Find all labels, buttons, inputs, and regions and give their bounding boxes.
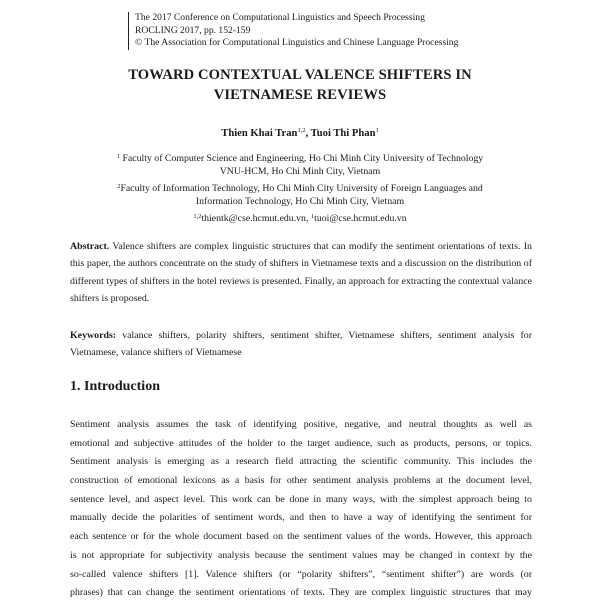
paper-title xyxy=(60,65,540,105)
email-separator: , xyxy=(305,213,311,224)
intro-line: each sentence or for the whole document based on the sentiment values of the words. However, this approach xyxy=(70,531,532,543)
keywords xyxy=(70,327,532,362)
conference-header xyxy=(128,12,535,50)
author-1-affiliation-marker: 1,2 xyxy=(297,127,306,134)
affiliation-1-text: Faculty of Computer Science and Engineering, Ho Chi Minh City University of Technology xyxy=(120,153,484,164)
keywords-text: valance shifters, polarity shifters, sentiment shifter, Vietnamese shifters, sentiment analysis for Vietnamese, valance shifters of Vietnamese xyxy=(70,330,532,359)
email-1-marker: 1,2 xyxy=(193,213,202,220)
intro-line: is not appropriate for subjectivity analysis because the sentiment values may be changed in context by the xyxy=(70,549,532,561)
affiliation-1 xyxy=(40,150,560,178)
author-separator: , xyxy=(305,128,311,139)
title-line-1: TOWARD CONTEXTUAL VALENCE SHIFTERS IN xyxy=(128,67,472,83)
intro-line: Sentiment analysis assumes the task of identifying positive, negative, and neutral thoughts as well as xyxy=(70,419,532,430)
section-heading-introduction: 1. Introduction xyxy=(70,379,160,394)
affiliation-2-text: Faculty of Information Technology, Ho Chi Minh City University of Foreign Languages and xyxy=(120,183,483,194)
intro-line: so-called valence shifters [1]. Valence shifters (or “polarity shifters”, “sentiment shifter”) are words (or xyxy=(70,568,532,580)
affiliation-2 xyxy=(40,180,560,208)
email-2[interactable]: tuoi@cse.hcmut.edu.vn xyxy=(314,213,407,224)
affiliation-1-line-1 xyxy=(40,150,560,165)
email-2-marker: 1 xyxy=(310,213,315,220)
email-1[interactable]: thientk@cse.hcmut.edu.vn xyxy=(201,213,306,224)
intro-line: emotional and subjective attitudes of the holder to the target audience, such as products, persons, or topics. xyxy=(70,437,532,449)
proceedings-pages: ROCLING 2017, pp. 152-159 xyxy=(135,24,251,36)
conference-name: The 2017 Conference on Computational Linguistics and Speech Processing xyxy=(135,12,425,23)
keywords-label: Keywords: xyxy=(70,330,117,341)
author-emails xyxy=(40,210,560,225)
abstract xyxy=(70,238,532,308)
abstract-label: Abstract. xyxy=(70,241,110,252)
intro-line: phrases) that can change the sentiment orientations of texts. They are complex linguistic structures that may xyxy=(70,587,532,599)
author-2-name: Tuoi Thi Phan xyxy=(310,128,376,139)
intro-line: construction of emotional lexicons as a basis for other sentiment analysis problems at the document level, xyxy=(70,475,532,487)
author-1-name: Thien Khai Tran xyxy=(221,128,298,139)
intro-line: Sentiment analysis is emerging as a research field attracting the scientific community. This includes the xyxy=(70,456,532,468)
author-list xyxy=(60,127,540,139)
abstract-text: Valence shifters are complex linguistic structures that can modify the sentiment orientations of texts. In this paper, the authors concentrate on the study of shifters in Vietnamese texts and a discussion on the distribution of different types of shifters in the hotel reviews is presented. Finally, an approach for extracting the contextual valance shifters is proposed. xyxy=(70,241,532,305)
email-line xyxy=(40,210,560,225)
copyright-notice: © The Association for Computational Linguistics and Chinese Language Processing xyxy=(135,37,459,49)
introduction-body xyxy=(70,416,532,600)
affiliation-1-marker: 1 xyxy=(116,153,121,160)
author-2-affiliation-marker: 1 xyxy=(375,127,379,134)
affiliation-2-line-2: Information Technology, Ho Chi Minh City, Vietnam xyxy=(195,196,405,208)
intro-line: sentence level, and aspect level. This work can be done in many ways, with the simplest approach being to xyxy=(70,493,532,505)
affiliation-2-line-1 xyxy=(40,180,560,195)
title-line-2: VIETNAMESE REVIEWS xyxy=(213,87,387,103)
affiliation-1-line-2: VNU-HCM, Ho Chi Minh City, Vietnam xyxy=(219,166,381,178)
affiliation-2-marker: 2 xyxy=(117,183,121,190)
intro-line: manually decide the polarities of sentiment words, and then to have a way of identifying the sentiment for xyxy=(70,512,532,524)
